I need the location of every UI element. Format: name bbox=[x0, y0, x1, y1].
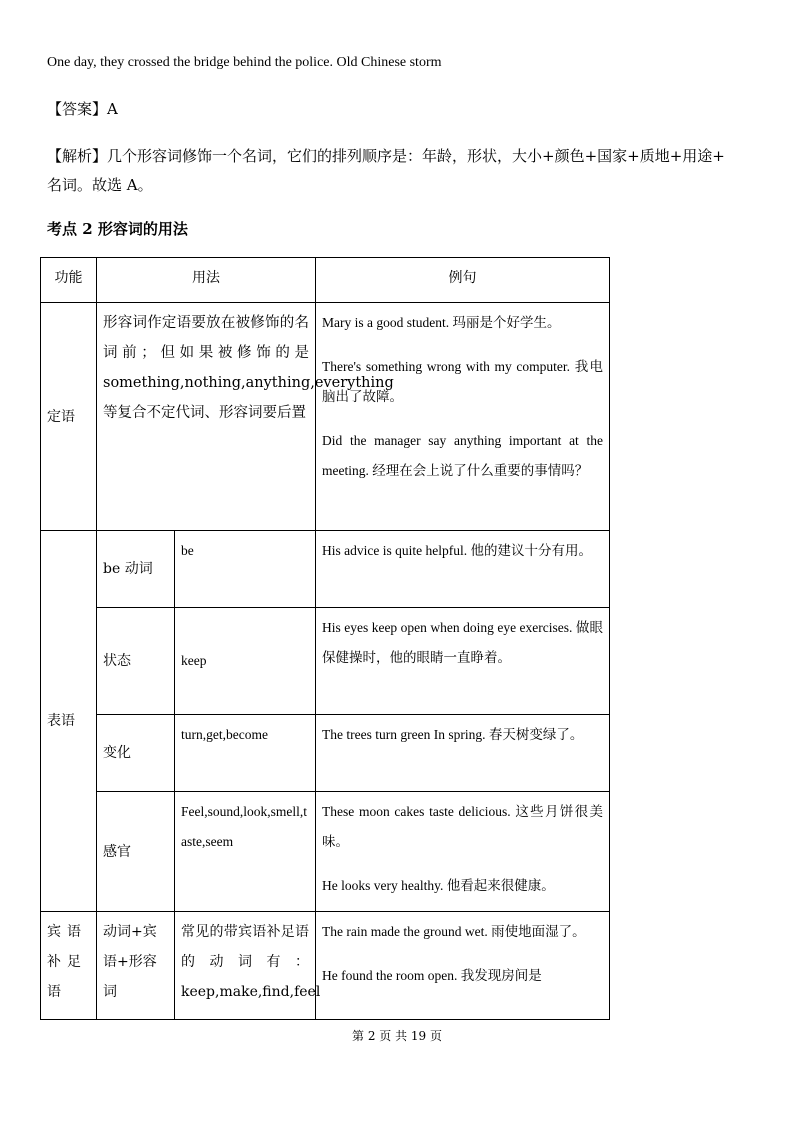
predicative-type: be 动词 bbox=[97, 531, 175, 608]
example-line: The rain made the ground wet. 雨使地面湿了。 bbox=[322, 924, 586, 939]
table-row-predicative-change bbox=[41, 715, 610, 792]
header-function: 功能 bbox=[41, 258, 97, 303]
predicative-example: His advice is quite helpful. 他的建议十分有用。 bbox=[316, 531, 610, 608]
predicative-verbs: keep bbox=[175, 608, 316, 715]
function-predicative: 表语 bbox=[41, 531, 97, 912]
example-line: He looks very healthy. 他看起来很健康。 bbox=[322, 878, 555, 893]
answer-line: 【答案】A bbox=[47, 100, 118, 118]
usage-attributive-text: 形容词作定语要放在被修饰的名词前；但如果被修饰的是 something,nothing,anything,everything 等复合不定代词、形容词要后置 bbox=[103, 315, 394, 421]
function-object-complement: 宾语补足语 bbox=[41, 912, 97, 1020]
example-line: Mary is a good student. 玛丽是个好学生。 bbox=[322, 315, 561, 330]
table-row-predicative-state bbox=[41, 608, 610, 715]
explanation-line-1: 【解析】几个形容词修饰一个名词，它们的排列顺序是：年龄，形状，大小+颜色+国家+质地+用途+ bbox=[47, 147, 725, 165]
predicative-type: 状态 bbox=[97, 608, 175, 715]
examples-attributive bbox=[316, 303, 610, 531]
explanation-line-2: 名词。故选 A。 bbox=[47, 176, 153, 194]
table-header-row bbox=[41, 258, 610, 303]
object-complement-examples bbox=[316, 912, 610, 1020]
intro-sentence: One day, they crossed the bridge behind the police. Old Chinese storm bbox=[47, 55, 442, 70]
header-usage: 用法 bbox=[97, 258, 316, 303]
predicative-example: The trees turn green In spring. 春天树变绿了。 bbox=[316, 715, 610, 792]
table-row-predicative-sense bbox=[41, 792, 610, 912]
object-complement-type: 动词+宾语+形容词 bbox=[97, 912, 175, 1020]
object-complement-usage: 常见的带宾语补足语的动词有：keep,make,find,feel bbox=[175, 912, 316, 1020]
table-row-attributive bbox=[41, 303, 610, 531]
page-footer: 第 2 页 共 19 页 bbox=[352, 1029, 442, 1043]
example-line: There's something wrong with my computer. 我电脑出了故障。 bbox=[322, 359, 603, 404]
adjective-usage-table bbox=[40, 257, 610, 1020]
predicative-type: 变化 bbox=[97, 715, 175, 792]
predicative-verbs: Feel,sound,look,smell,taste,seem bbox=[175, 792, 316, 912]
predicative-verbs: turn,get,become bbox=[175, 715, 316, 792]
predicative-type: 感官 bbox=[97, 792, 175, 912]
usage-attributive bbox=[97, 303, 394, 531]
example-line: These moon cakes taste delicious. 这些月饼很美味。 bbox=[322, 804, 603, 849]
example-line: He found the room open. 我发现房间是 bbox=[322, 968, 542, 983]
example-line: Did the manager say anything important at the meeting. 经理在会上说了什么重要的事情吗？ bbox=[322, 433, 603, 478]
predicative-examples bbox=[316, 792, 610, 912]
function-attributive: 定语 bbox=[41, 303, 97, 531]
predicative-verbs: be bbox=[175, 531, 316, 608]
table-row-predicative-be bbox=[41, 531, 610, 608]
table-row-object-complement bbox=[41, 912, 610, 1020]
section-heading: 考点 2 形容词的用法 bbox=[47, 220, 188, 238]
predicative-example: His eyes keep open when doing eye exercises. 做眼保健操时，他的眼睛一直睁着。 bbox=[316, 608, 610, 715]
header-example: 例句 bbox=[316, 258, 610, 303]
